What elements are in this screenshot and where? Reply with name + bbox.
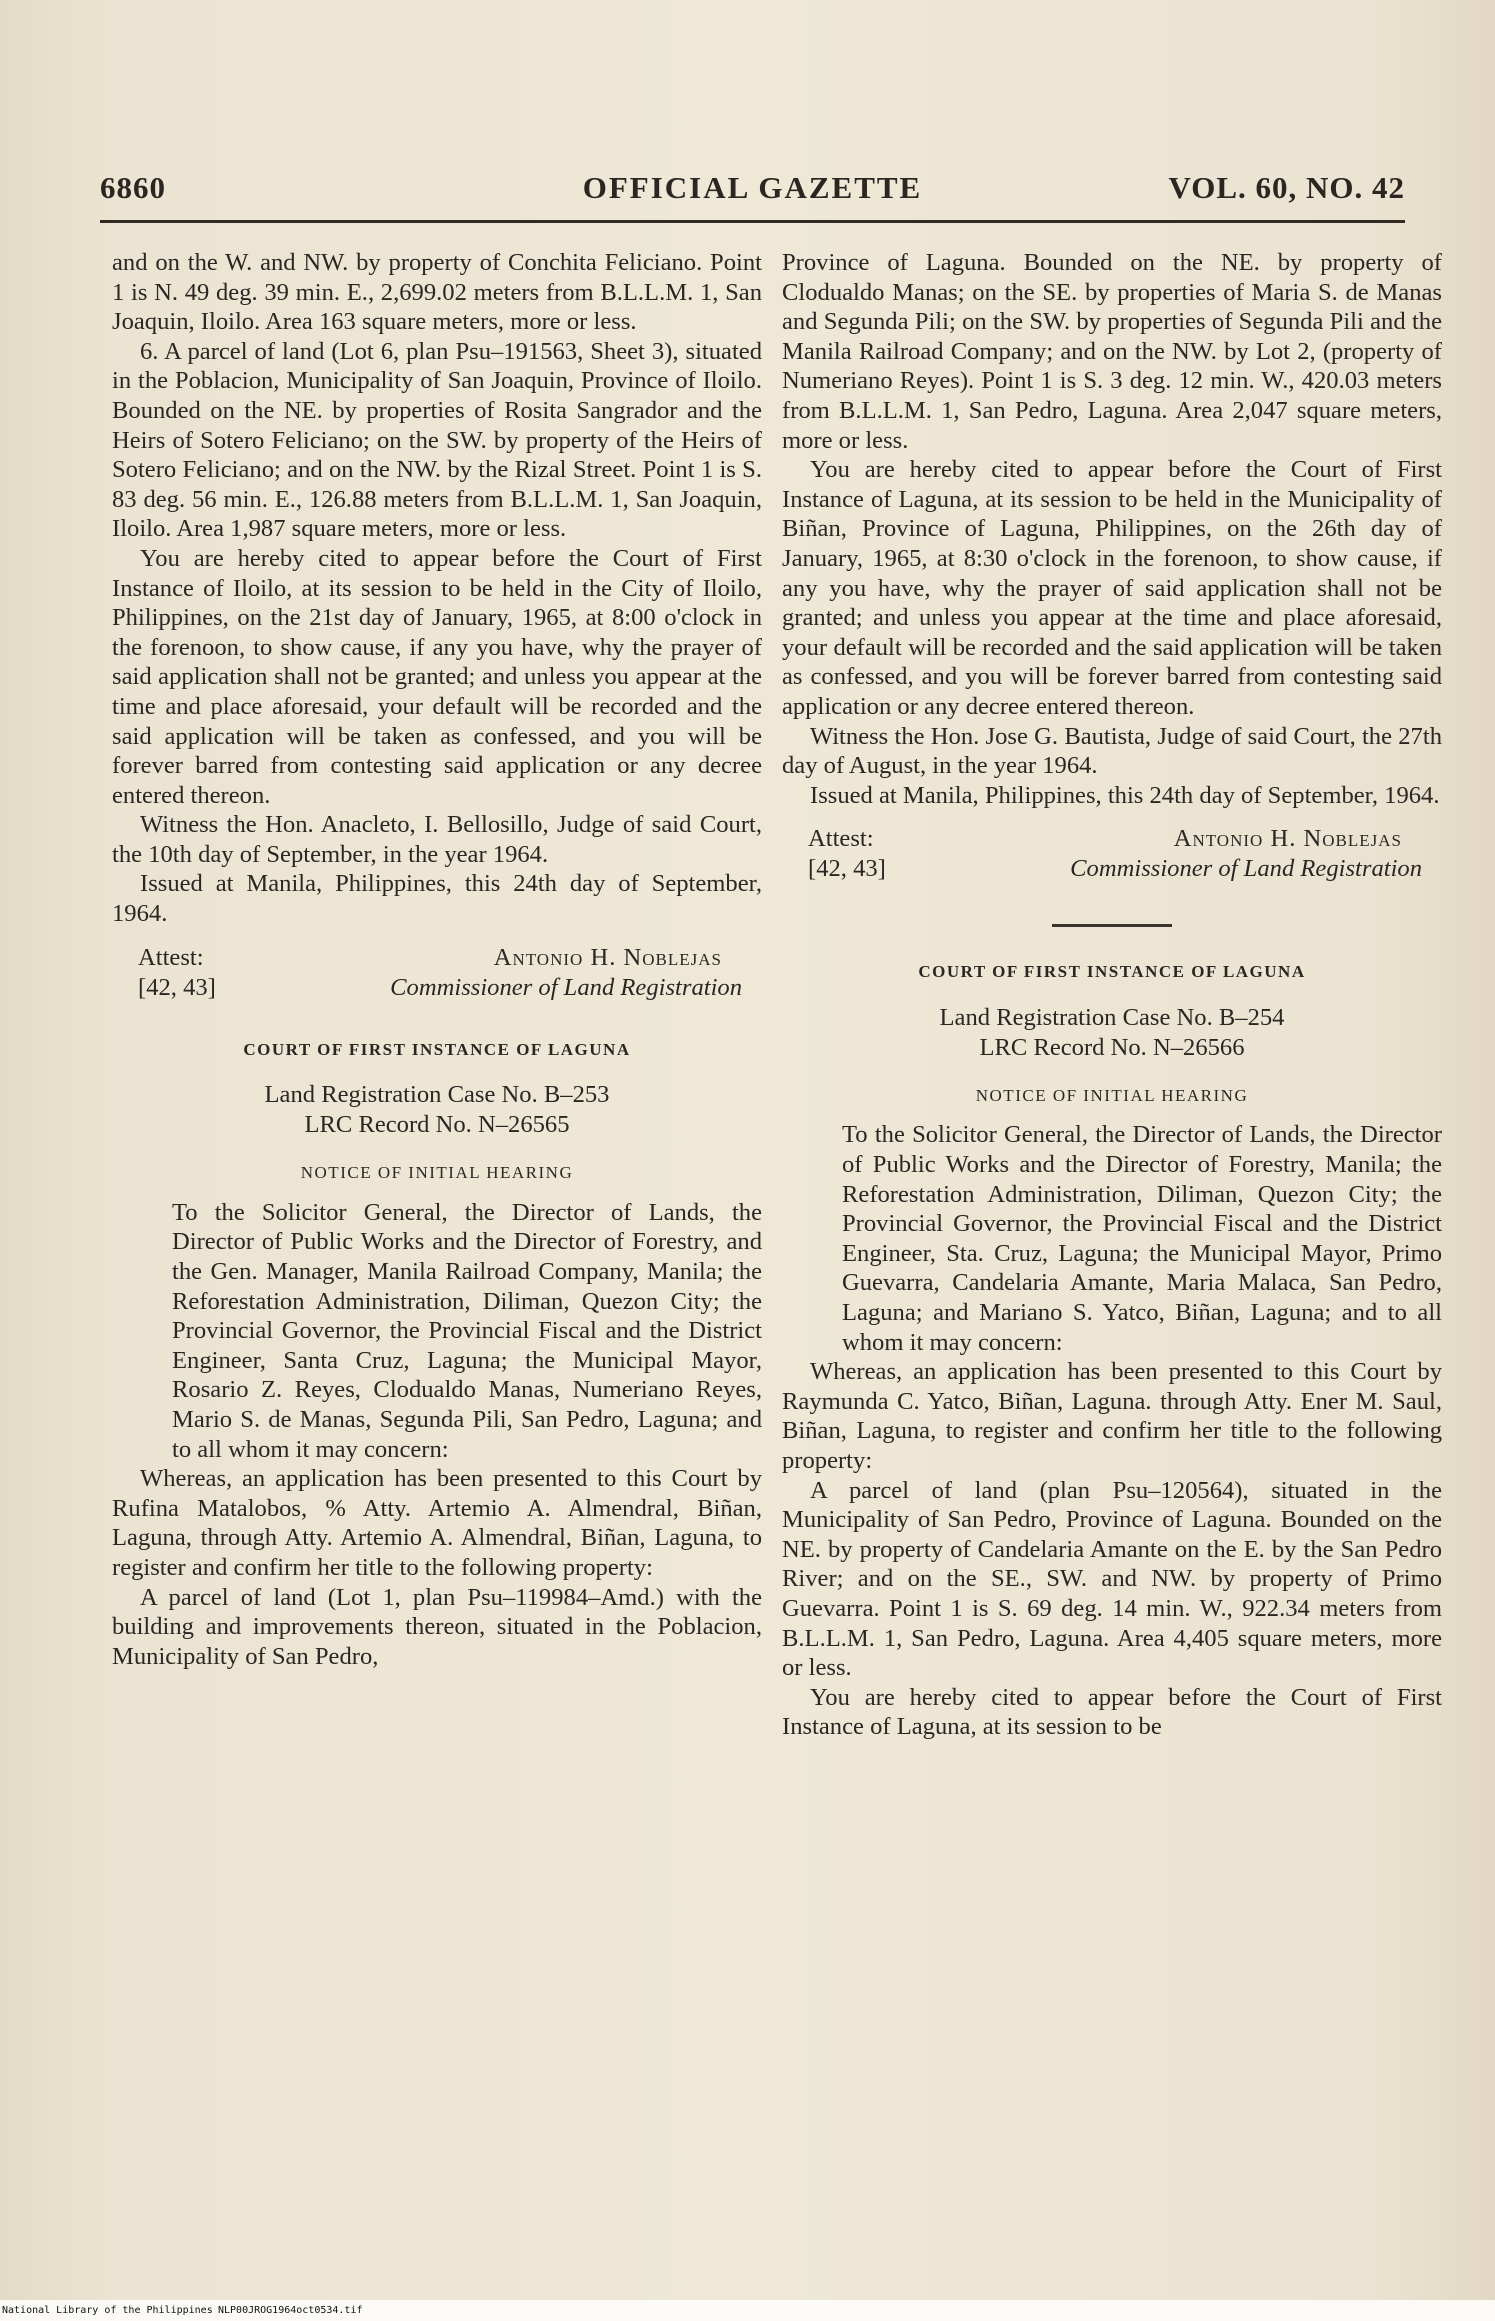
record-number: LRC Record No. N–26566 <box>979 1033 1245 1061</box>
paragraph: Issued at Manila, Philippines, this 24th day of September, 1964. <box>810 781 1440 809</box>
left-column <box>112 248 762 1671</box>
scan-footer <box>0 2300 1495 2321</box>
paragraph: Witness the Hon. Anacleto, I. Bellosillo, Judge of said Court, the 10th day of September, in the year 1964. <box>112 811 762 868</box>
court-heading: COURT OF FIRST INSTANCE OF LAGUNA <box>243 1039 631 1059</box>
case-number: Land Registration Case No. B–254 <box>939 1003 1285 1031</box>
attest-title: Commissioner of Land Registration <box>390 973 742 1001</box>
footer-library: National Library of the Philippines <box>2 2305 213 2316</box>
paragraph: Witness the Hon. Jose G. Bautista, Judge of said Court, the 27th day of August, in the year 1964. <box>782 722 1442 780</box>
attest-name: Antonio H. Noblejas <box>1173 825 1402 853</box>
paragraph: 6. A parcel of land (Lot 6, plan Psu–191563, Sheet 3), situated in the Poblacion, Municipality of San Joaquin, Province of Iloilo. Bounded on the NE. by properties of Rosita Sangrador and the Heirs of Sotero Feliciano; on the SW. by property of the Heirs of Sotero Feliciano; and on the NW. by the Rizal Street. Point 1 is S. 83 deg. 56 min. E., 126.88 meters from B.L.L.M. 1, San Joaquin, Iloilo. Area 1,987 square meters, more or less. <box>112 337 762 543</box>
case-number: Land Registration Case No. B–253 <box>264 1081 610 1109</box>
page-header <box>100 164 1405 210</box>
paragraph: Whereas, an application has been presented to this Court by Rufina Matalobos, % Atty. Artemio A. Almendral, Biñan, Laguna, through Atty. Artemio A. Almendral, Biñan, Laguna, to register and confirm her title to the following property: <box>112 1465 762 1581</box>
addressees: To the Solicitor General, the Director of Lands, the Director of Public Works and the Director of Forestry, Manila; the Reforestation Administration, Diliman, Quezon City; the Provincial Governor, the Provincial Fiscal and the District Engineer, Sta. Cruz, Laguna; the Municipal Mayor, Primo Guevarra, Candelaria Amante, Maria Malaca, San Pedro, Laguna; and Mariano S. Yatco, Biñan, Laguna; and to all whom it may concern: <box>842 1121 1442 1356</box>
paragraph: A parcel of land (plan Psu–120564), situated in the Municipality of San Pedro, Province of Laguna. Bounded on the NE. by property of Candelaria Amante on the E. by the San Pedro River; and on the SE., SW. and NW. by property of Primo Guevarra. Point 1 is S. 69 deg. 14 min. W., 922.34 meters from B.L.L.M. 1, San Pedro, Laguna. Area 4,405 square meters, more or less. <box>782 1476 1442 1682</box>
paragraph: You are hereby cited to appear before the Court of First Instance of Iloilo, at its session to be held in the City of Iloilo, Philippines, on the 21st day of January, 1965, at 8:00 o'clock in the forenoon, to show cause, if any you have, why the prayer of said application shall not be granted; and unless you appear at the time and place aforesaid, your default will be recorded and the said application will be taken as confessed, and you will be forever barred from contesting said application or any decree entered thereon. <box>112 544 762 809</box>
paragraph: and on the W. and NW. by property of Conchita Feliciano. Point 1 is N. 49 deg. 39 min. E., 2,699.02 meters from B.L.L.M. 1, San Joaquin, Iloilo. Area 163 square meters, more or less. <box>112 249 762 336</box>
attest-block <box>112 943 762 1005</box>
section-divider <box>1052 924 1172 927</box>
paragraph: You are hereby cited to appear before the Court of First Instance of Laguna, at its session to be <box>782 1683 1442 1741</box>
right-column <box>782 248 1442 1742</box>
attest-label: Attest: <box>808 825 874 853</box>
court-heading: COURT OF FIRST INSTANCE OF LAGUNA <box>918 962 1306 982</box>
page-title: OFFICIAL GAZETTE <box>582 170 923 205</box>
paragraph: Whereas, an application has been presented to this Court by Raymunda C. Yatco, Biñan, Laguna. through Atty. Ener M. Saul, Biñan, Laguna, to register and confirm her title to the following property: <box>782 1358 1442 1474</box>
addressees: To the Solicitor General, the Director of Lands, the Director of Public Works and the Director of Forestry, and the Gen. Manager, Manila Railroad Company, Manila; the Reforestation Administration, Diliman, Quezon City; the Provincial Governor, the Provincial Fiscal and the District Engineer, Santa Cruz, Laguna; the Municipal Mayor, Rosario Z. Reyes, Clodualdo Manas, Numeriano Reyes, Mario S. de Manas, Segunda Pili, San Pedro, Laguna; and to all whom it may concern: <box>172 1198 762 1463</box>
attest-title: Commissioner of Land Registration <box>1070 855 1422 883</box>
footer-file: NLP00JROG1964oct0534.tif <box>218 2305 363 2316</box>
paragraph: Province of Laguna. Bounded on the NE. by property of Clodualdo Manas; on the SE. by properties of Maria S. de Manas and Segunda Pili; on the SW. by properties of Segunda Pili and the Manila Railroad Company; and on the NW. by Lot 2, (property of Numeriano Reyes). Point 1 is S. 3 deg. 12 min. W., 420.03 meters from B.L.L.M. 1, San Pedro, Laguna. Area 2,047 square meters, more or less. <box>782 249 1442 454</box>
notice-heading: NOTICE OF INITIAL HEARING <box>300 1163 574 1183</box>
page-number: 6860 <box>100 170 166 205</box>
notice-heading: NOTICE OF INITIAL HEARING <box>975 1085 1249 1105</box>
attest-ref: [42, 43] <box>808 855 886 883</box>
paragraph: You are hereby cited to appear before the Court of First Instance of Laguna, at its session to be held in the Municipality of Biñan, Province of Laguna, Philippines, on the 26th day of January, 1965, at 8:30 o'clock in the forenoon, to show cause, if any you have, why the prayer of said application shall not be granted; and unless you appear at the time and place aforesaid, your default will be recorded and the said application will be taken as confessed, and you will be forever barred from contesting said application or any decree entered thereon. <box>782 456 1442 720</box>
header-rule <box>100 220 1405 223</box>
record-number: LRC Record No. N–26565 <box>304 1111 570 1139</box>
paragraph: Issued at Manila, Philippines, this 24th day of September, 1964. <box>112 870 762 928</box>
attest-block <box>782 824 1442 886</box>
volume-number: VOL. 60, NO. 42 <box>1168 170 1405 205</box>
attest-ref: [42, 43] <box>138 973 216 1001</box>
attest-name: Antonio H. Noblejas <box>493 943 722 971</box>
paragraph: A parcel of land (Lot 1, plan Psu–119984–Amd.) with the building and improvements thereon, situated in the Poblacion, Municipality of San Pedro, <box>112 1583 762 1670</box>
attest-label: Attest: <box>138 943 204 971</box>
